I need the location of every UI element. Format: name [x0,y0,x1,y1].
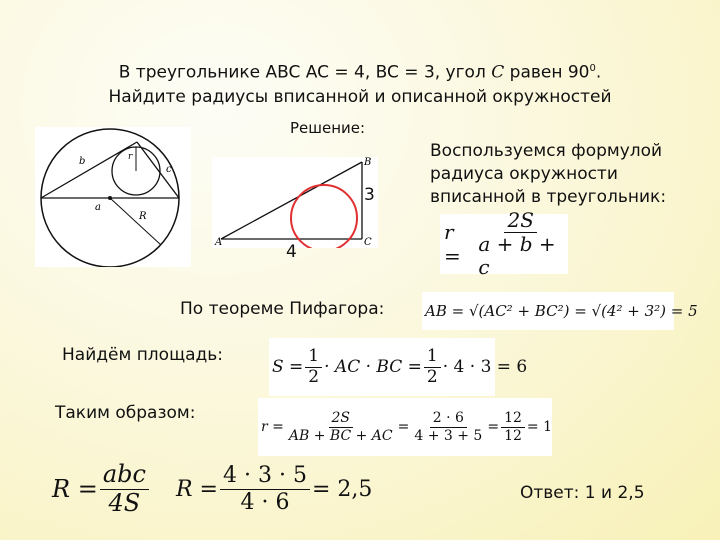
radius-R [110,198,161,245]
circumradius-formula: R = $\frac{\text{abc}}{4S}$ [52,454,151,524]
inradius-calculation: r = $\frac{2S}{AB + BC + AC}$ = $\frac{2 \cdot 6}{4 + 3 + 5}$ = $\frac{12}{12}$ = 1 [258,398,552,456]
solution-heading: Решение: [290,119,366,137]
label-c: c [166,164,172,175]
label-b: b [79,156,86,167]
vertex-B: B [364,157,372,168]
label-a: a [95,202,101,213]
formula-intro: Воспользуемся формулой радиуса окружности вписанной в треугольник: [430,141,667,207]
vertex-A: A [215,237,223,248]
answer: Ответ: 1 и 2,5 [520,483,645,503]
angle-variable: C [491,62,505,83]
area-formula: S = $\frac{1}{2}$ · AC · BC = $\frac{1}{2}$ · 4 · 3 = 6 [269,338,495,396]
inradius-formula: r = $\frac{2S}{a + b + c}$ [440,214,568,274]
circumradius-calculation: R = $\frac{4 \cdot 3 \cdot 5}{4 \cdot 6}$ = 2,5 [176,463,373,515]
label-R: R [139,211,147,222]
vertex-C: C [364,237,372,248]
problem-line-2: Найдите радиусы вписанной и описанной окружностей [108,86,612,107]
figure-circles [35,127,191,267]
label-r: r [128,152,133,162]
problem-line-1: В треугольнике ABC AC = 4, BC = 3, угол C равен $90^0$. [118,62,602,83]
side-ac-length: 4 [286,242,297,262]
side-bc-length: 3 [364,185,375,205]
thus-label: Таким образом: [55,403,196,423]
pythagoras-label: По теореме Пифагора: [180,299,385,319]
area-label: Найдём площадь: [62,345,224,365]
pythagoras-formula: AB = √(AC² + BC²) = √(4² + 3²) = 5 [422,292,674,330]
problem-statement [0,57,720,109]
figure-triangle [212,157,378,248]
degree-superscript: 0 [589,63,596,74]
